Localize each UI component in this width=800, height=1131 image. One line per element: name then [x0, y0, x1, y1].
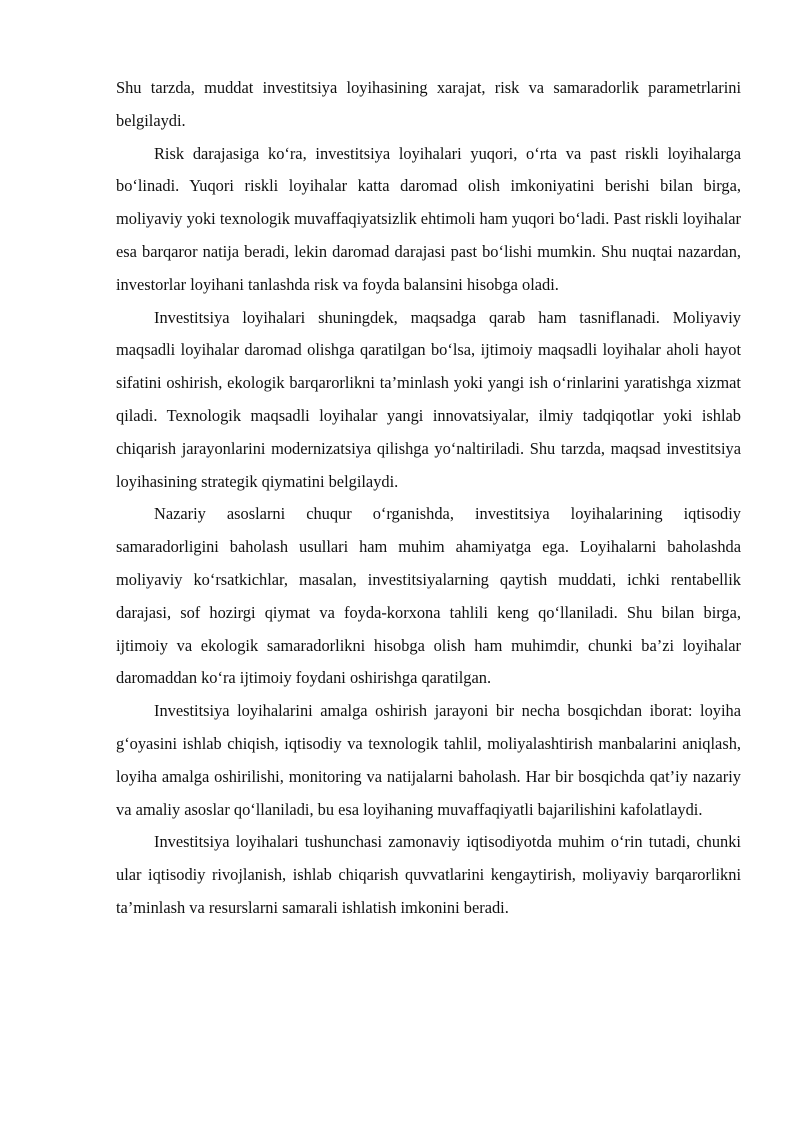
paragraph-3: Investitsiya loyihalari shuningdek, maqsadga qarab ham tasniflanadi. Moliyaviy maqsadli loyihalar daromad olishga qaratilgan bo‘lsa, ijtimoiy maqsadli loyihalar aholi hayot sifatini oshirish, ekologik barqarorlikni ta’minlash yoki yangi ish o‘rinlarini yaratishga xizmat qiladi. Texnologik maqsadli loyihalar yangi innovatsiyalar, ilmiy tadqiqotlar yoki ishlab chiqarish jarayonlarini modernizatsiya qilishga yo‘naltiriladi. Shu tarzda, maqsad investitsiya loyihasining strategik qiymatini belgilaydi.	[116, 307, 741, 491]
document-body	[116, 72, 741, 925]
paragraph-2: Risk darajasiga ko‘ra, investitsiya loyihalari yuqori, o‘rta va past riskli loyihalarga bo‘linadi. Yuqori riskli loyihalar katta daromad olish imkoniyatini berishi bilan birga, moliyaviy yoki texnologik muvaffaqiyatsizlik ehtimoli ham yuqori bo‘ladi. Past riskli loyihalar esa barqaror natija beradi, lekin daromad darajasi past bo‘lishi mumkin. Shu nuqtai nazardan, investorlar loyihani tanlashda risk va foyda balansini hisobga oladi.	[116, 143, 741, 294]
paragraph-6: Investitsiya loyihalari tushunchasi zamonaviy iqtisodiyotda muhim o‘rin tutadi, chunki ular iqtisodiy rivojlanish, ishlab chiqarish quvvatlarini kengaytirish, moliyaviy barqarorlikni ta’minlash va resurslarni samarali ishlatish imkonini beradi.	[116, 832, 741, 917]
paragraph-5: Investitsiya loyihalarini amalga oshirish jarayoni bir necha bosqichdan iborat: loyiha g‘oyasini ishlab chiqish, iqtisodiy va texnologik tahlil, moliyalashtirish manbalarini aniqlash, loyiha amalga oshirilishi, monitoring va natijalarni baholash. Har bir bosqichda qat’iy nazariy va amaliy asoslar qo‘llaniladi, bu esa loyihaning muvaffaqiyatli bajarilishini kafolatlaydi.	[116, 701, 741, 819]
paragraph-4: Nazariy asoslarni chuqur o‘rganishda, investitsiya loyihalarining iqtisodiy samaradorligini baholash usullari ham muhim ahamiyatga ega. Loyihalarni baholashda moliyaviy ko‘rsatkichlar, masalan, investitsiyalarning qaytish muddati, ichki rentabellik darajasi, sof hozirgi qiymat va foyda-korxona tahlili keng qo‘llaniladi. Shu bilan birga, ijtimoiy va ekologik samaradorlikni hisobga olish ham muhimdir, chunki ba’zi loyihalar daromaddan ko‘ra ijtimoiy foydani oshirishga qaratilgan.	[116, 504, 741, 688]
paragraph-1: Shu tarzda, muddat investitsiya loyihasining xarajat, risk va samaradorlik parametrlarini belgilaydi.	[116, 78, 741, 130]
